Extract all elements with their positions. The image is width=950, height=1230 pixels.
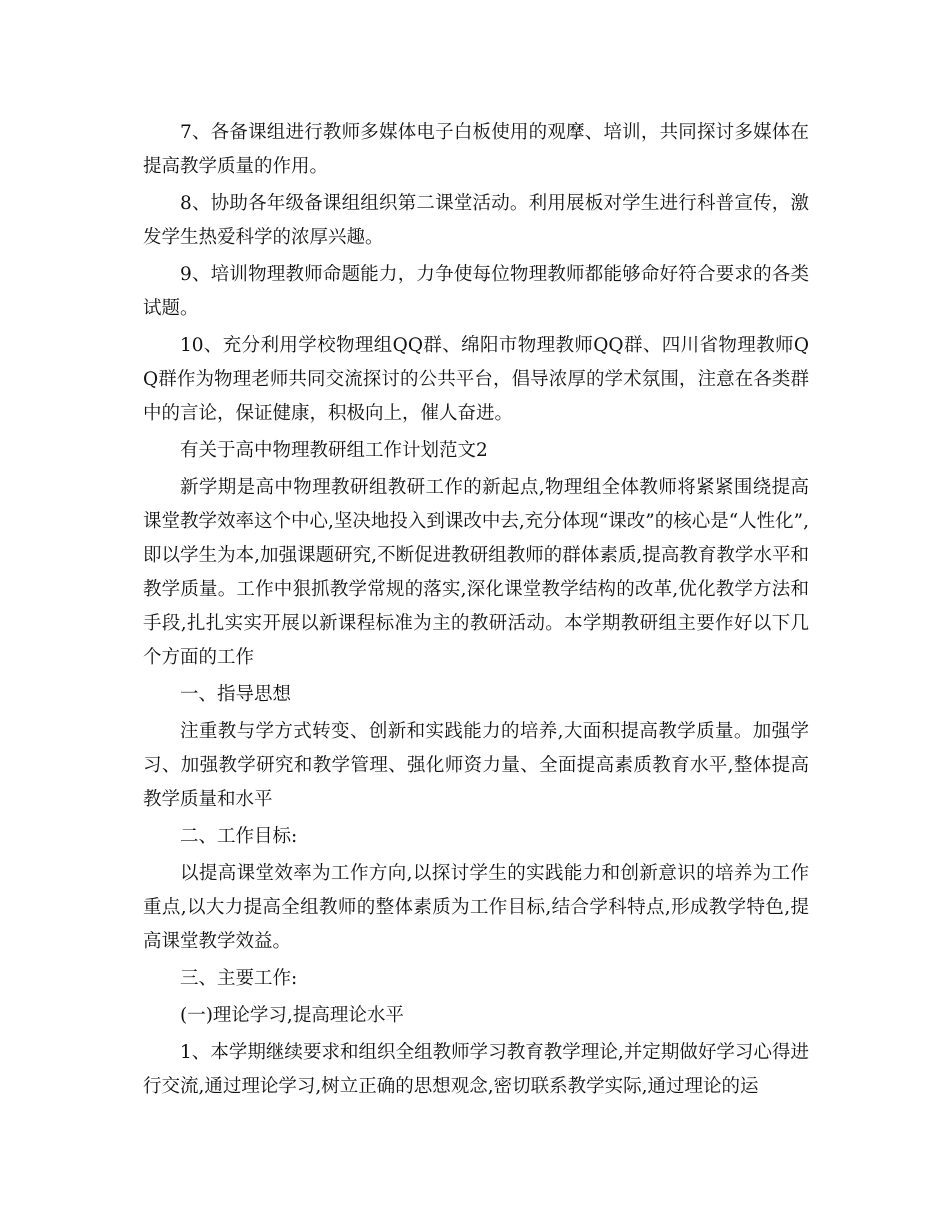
paragraph-item-8: 8、协助各年级备课组组织第二课堂活动。利用展板对学生进行科普宣传，激发学生热爱科学的浓厚兴趣。 (143, 193, 809, 248)
paragraph-item-10: 10、充分利用学校物理组QQ群、绵阳市物理教师QQ群、四川省物理教师QQ群作为物理老师共同交流探讨的公共平台，倡导浓厚的学术氛围，注意在各类群中的言论，保证健康，积极向上，催人奋进。 (143, 335, 809, 424)
paragraph-item-9: 9、培训物理教师命题能力，力争使每位物理教师都能够命好符合要求的各类试题。 (143, 264, 809, 319)
section-title: 有关于高中物理教研组工作计划范文2 (180, 440, 488, 461)
paragraph-item-7: 7、各备课组进行教师多媒体电子白板使用的观摩、培训，共同探讨多媒体在提高教学质量的作用。 (143, 122, 809, 177)
theory-study-paragraph: 1、本学期继续要求和组织全组教师学习教育教学理论,并定期做好学习心得进行交流,通过理论学习,树立正确的思想观念,密切联系教学实际,通过理论的运 (143, 1042, 809, 1097)
document-body (143, 116, 809, 1107)
heading-work-goals: 二、工作目标: (180, 826, 298, 847)
heading-main-work: 三、主要工作: (180, 968, 298, 989)
heading-guiding-ideology: 一、指导思想 (180, 684, 292, 705)
intro-paragraph: 新学期是高中物理教研组教研工作的新起点,物理组全体教师将紧紧围绕提高课堂教学效率这个中心,坚决地投入到课改中去,充分体现“课改”的核心是“人性化”,即以学生为本,加强课题研究,不断促进教研组教师的群体素质,提高教育教学水平和教学质量。工作中狠抓教学常规的落实,深化课堂教学结构的改革,优化教学方法和手段,扎扎实实开展以新课程标准为主的教研活动。本学期教研组主要作好以下几个方面的工作 (143, 477, 809, 668)
subheading-theory-study: (一)理论学习,提高理论水平 (180, 1005, 404, 1026)
work-goals-paragraph: 以提高课堂效率为工作方向,以探讨学生的实践能力和创新意识的培养为工作重点,以大力提高全组教师的整体素质为工作目标,结合学科特点,形成教学特色,提高课堂教学效益。 (143, 863, 809, 952)
guiding-ideology-paragraph: 注重教与学方式转变、创新和实践能力的培养,大面积提高教学质量。加强学习、加强教学研究和教学管理、强化师资力量、全面提高素质教育水平,整体提高教学质量和水平 (143, 721, 809, 810)
